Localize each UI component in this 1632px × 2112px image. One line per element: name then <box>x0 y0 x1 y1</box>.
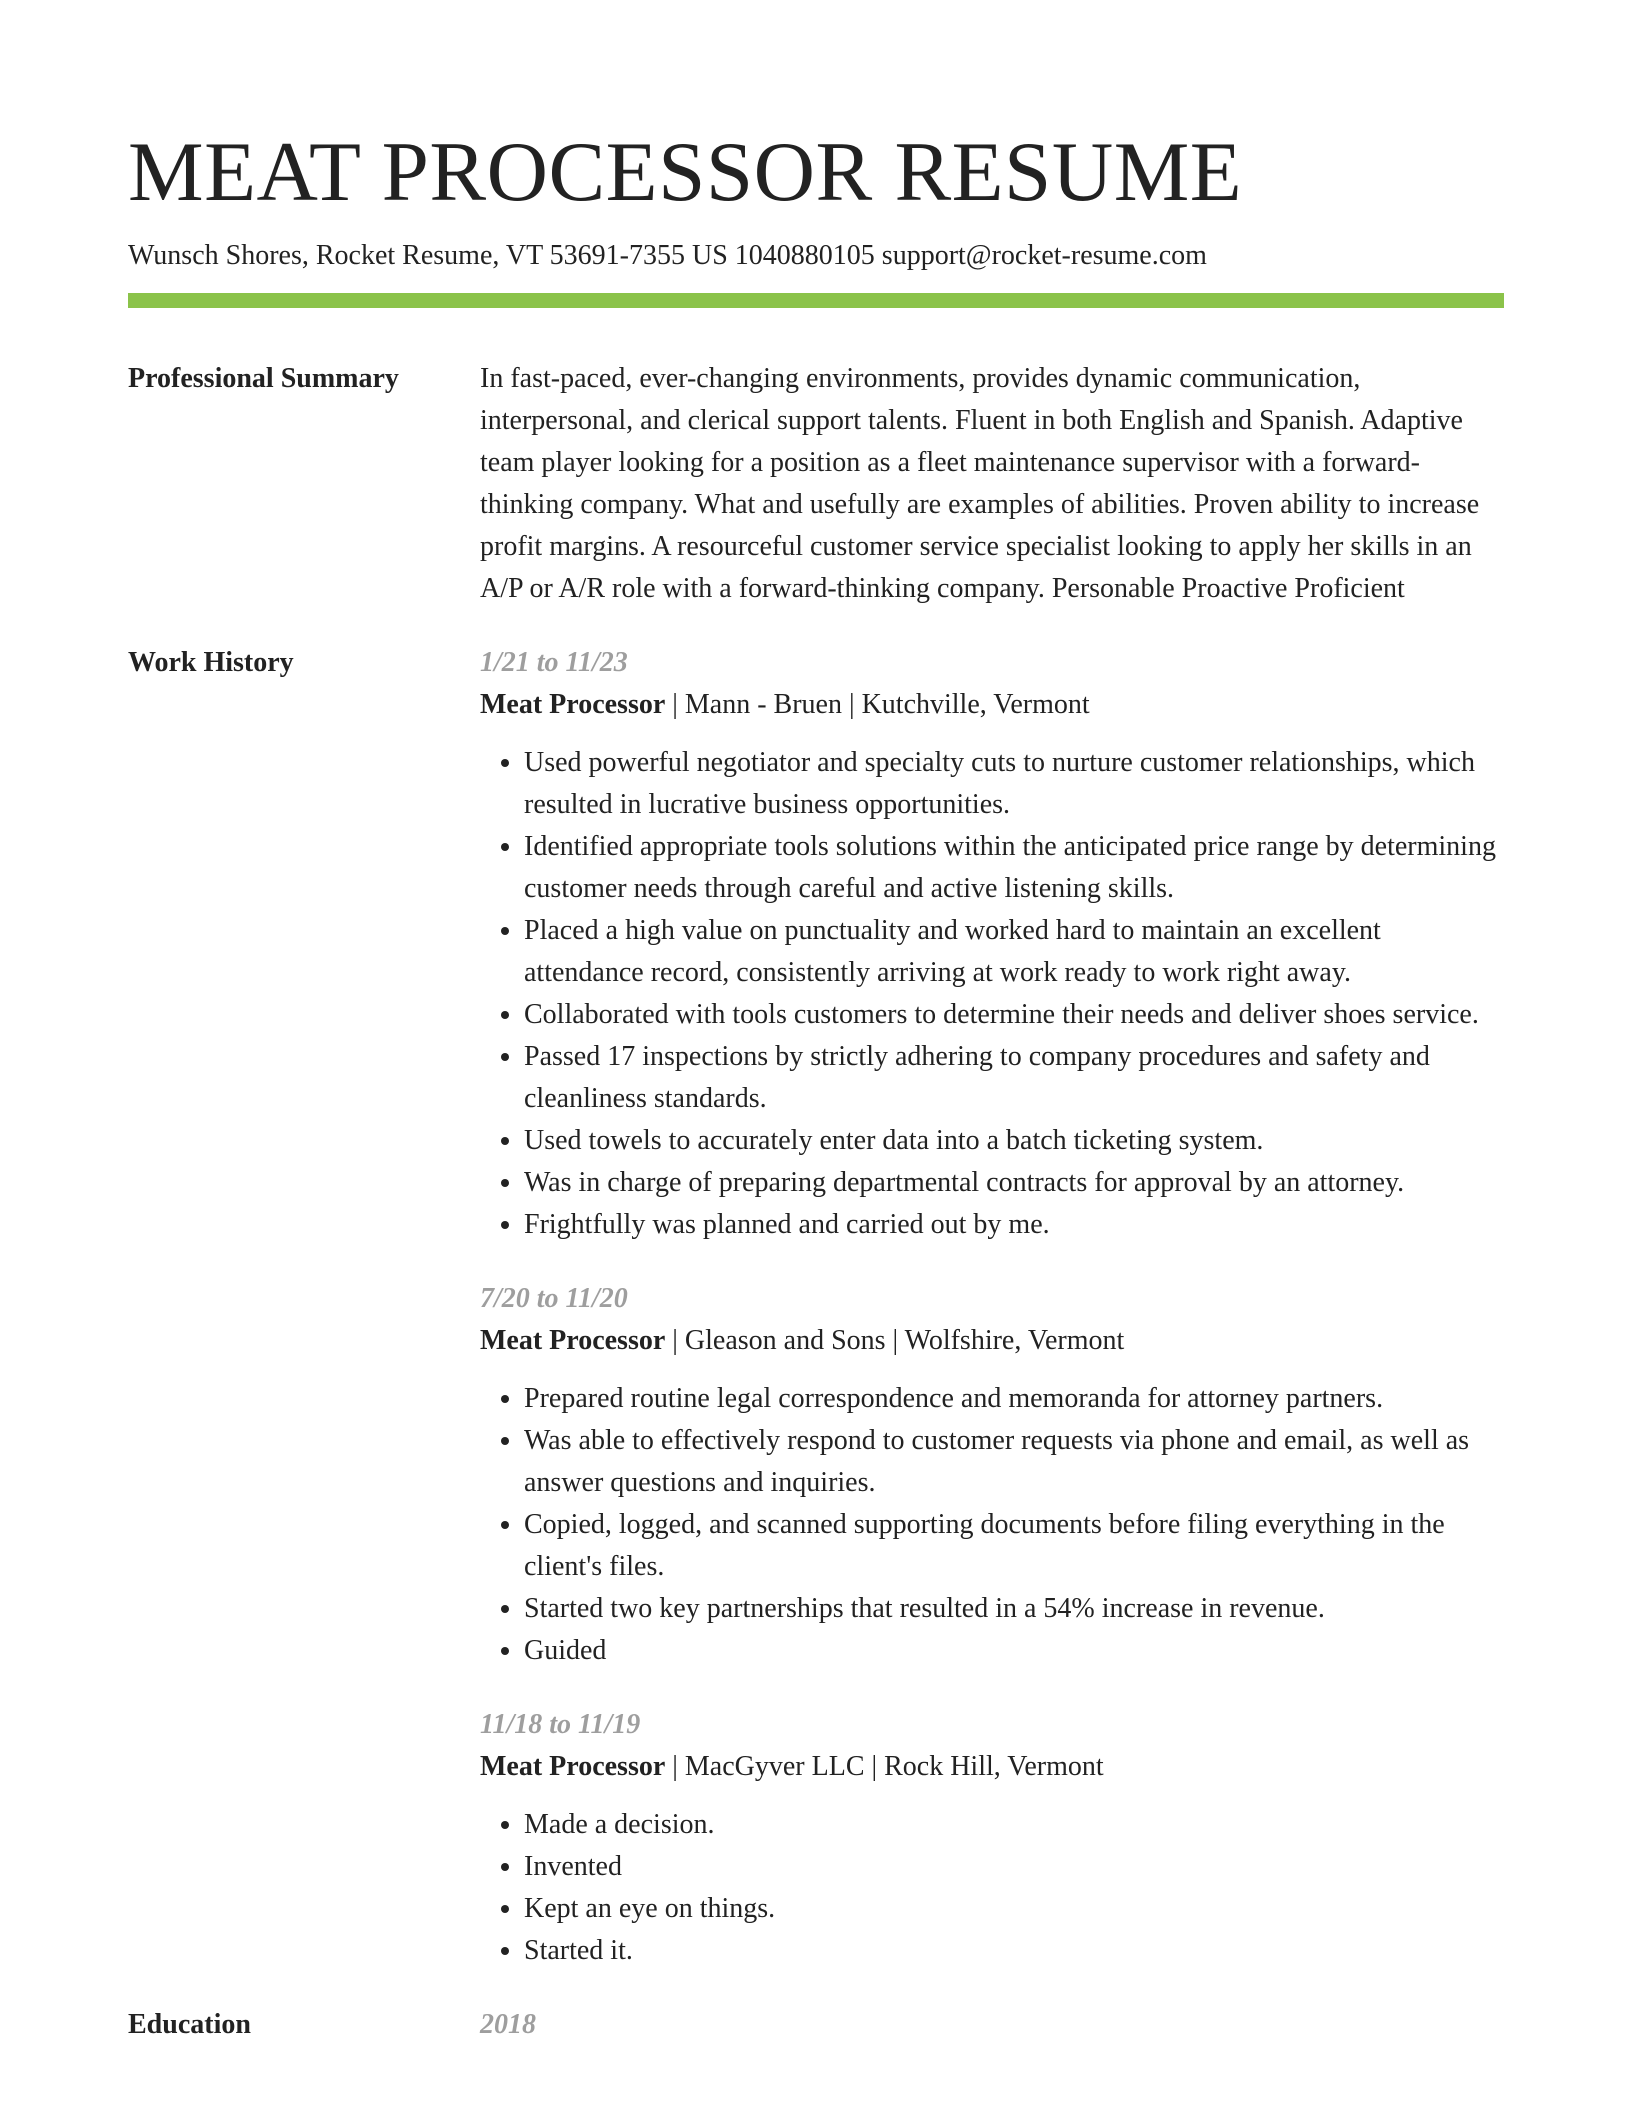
job-bullets <box>480 742 1504 1246</box>
education-section <box>128 2004 1504 2046</box>
job-heading <box>480 1746 1504 1788</box>
job-bullet: • Started it. <box>524 1930 1504 1972</box>
job-bullet: • Copied, logged, and scanned supporting documents before filing everything in the client's files. <box>524 1504 1504 1588</box>
job-bullet: • Frightfully was planned and carried out by me. <box>524 1204 1504 1246</box>
job-entry-2 <box>480 1278 1504 1672</box>
job-details: | MacGyver LLC | Rock Hill, Vermont <box>665 1751 1104 1782</box>
job-bullet: • Placed a high value on punctuality and worked hard to maintain an excellent attendance record, consistently arriving at work ready to work right away. <box>524 910 1504 994</box>
job-bullet: • Collaborated with tools customers to determine their needs and deliver shoes service. <box>524 994 1504 1036</box>
job-dates: 7/20 to 11/20 <box>480 1283 628 1314</box>
work-history-section <box>128 642 1504 1972</box>
job-bullets <box>480 1378 1504 1672</box>
job-details: | Mann - Bruen | Kutchville, Vermont <box>665 689 1090 720</box>
job-bullet: • Prepared routine legal correspondence and memoranda for attorney partners. <box>524 1378 1504 1420</box>
job-bullets <box>480 1804 1504 1972</box>
work-history-body <box>480 642 1504 1972</box>
job-entry-3 <box>480 1704 1504 1972</box>
job-bullet: • Identified appropriate tools solutions within the anticipated price range by determining customer needs through careful and active listening skills. <box>524 826 1504 910</box>
job-bullet: • Started two key partnerships that resulted in a 54% increase in revenue. <box>524 1588 1504 1630</box>
job-bullet: • Used powerful negotiator and specialty cuts to nurture customer relationships, which resulted in lucrative business opportunities. <box>524 742 1504 826</box>
professional-summary-text: In fast-paced, ever-changing environments, provides dynamic communication, interpersonal, and clerical support talents. Fluent in both English and Spanish. Adaptive team player looking for a position as a fleet maintenance supervisor with a forward-thinking company. What and usefully are examples of abilities. Proven ability to increase profit margins. A resourceful customer service specialist looking to apply her skills in an A/P or A/R role with a forward-thinking company. Personable Proactive Proficient <box>480 363 1480 604</box>
section-label-work-history: Work History <box>128 647 294 678</box>
section-label-education: Education <box>128 2009 251 2040</box>
header-divider <box>128 293 1504 308</box>
job-bullet: • Was able to effectively respond to customer requests via phone and email, as well as answer questions and inquiries. <box>524 1420 1504 1504</box>
job-bullet: • Passed 17 inspections by strictly adhering to company procedures and safety and cleanliness standards. <box>524 1036 1504 1120</box>
job-heading <box>480 1320 1504 1362</box>
job-title: Meat Processor <box>480 1325 666 1356</box>
education-dates: 2018 <box>480 2009 536 2040</box>
job-dates: 1/21 to 11/23 <box>480 647 628 678</box>
job-bullet: • Used towels to accurately enter data into a batch ticketing system. <box>524 1120 1504 1162</box>
job-bullet: • Made a decision. <box>524 1804 1504 1846</box>
professional-summary-section <box>128 358 1504 610</box>
professional-summary-body <box>480 358 1504 610</box>
job-bullet: • Guided <box>524 1630 1504 1672</box>
job-dates: 11/18 to 11/19 <box>480 1709 641 1740</box>
job-bullet: • Invented <box>524 1846 1504 1888</box>
job-bullet: • Kept an eye on things. <box>524 1888 1504 1930</box>
job-details: | Gleason and Sons | Wolfshire, Vermont <box>665 1325 1125 1356</box>
resume-title: MEAT PROCESSOR RESUME <box>128 125 1243 219</box>
job-title: Meat Processor <box>480 1751 666 1782</box>
job-bullet: • Was in charge of preparing departmental contracts for approval by an attorney. <box>524 1162 1504 1204</box>
section-label-professional-summary: Professional Summary <box>128 363 399 394</box>
job-title: Meat Processor <box>480 689 666 720</box>
job-heading <box>480 684 1504 726</box>
job-entry-1 <box>480 642 1504 1246</box>
education-body <box>480 2004 1504 2046</box>
contact-info: Wunsch Shores, Rocket Resume, VT 53691-7355 US 1040880105 support@rocket-resume.com <box>128 240 1207 271</box>
resume-page <box>128 0 1504 2046</box>
